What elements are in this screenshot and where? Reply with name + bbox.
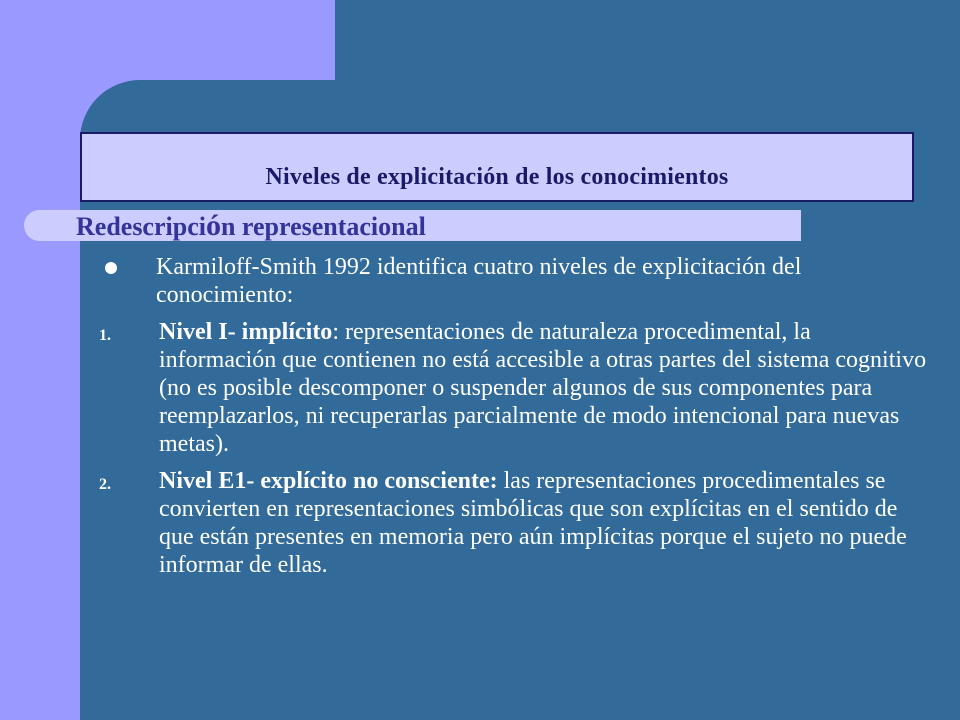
decorative-left-strip (0, 0, 80, 720)
title-box (80, 132, 914, 202)
bullet-dot-icon (105, 262, 117, 274)
item-text: las representaciones procedimentales se convierten en representaciones simbólicas que son explícitas en el sentido de que están presentes en memoria pero aún implícitas porque el sujeto no puede informar de ellas. (159, 468, 907, 578)
item-heading: Nivel I- implícito (159, 319, 333, 345)
item-heading: Nivel E1- explícito no consciente: (159, 468, 498, 494)
bullet-text: Karmiloff-Smith 1992 identifica cuatro niveles de explicitación del conocimiento: (156, 254, 802, 308)
bullet-marker (96, 253, 156, 309)
slide-subtitle (76, 210, 426, 241)
subtitle-accent: ó (205, 209, 221, 242)
bullet-item (96, 253, 931, 309)
item-text: : representaciones de naturaleza procedimental, la información que contienen no está accesible a otras partes del sistema cognitivo (no es posible descomponer o suspender algunos de sus componentes para reemplazarlos, ni recuperarlas parcialmente de modo intencional para nuevas metas). (159, 319, 927, 457)
item-number: 1. (99, 327, 111, 344)
decorative-corner-curve (80, 80, 140, 140)
numbered-item (96, 318, 931, 458)
item-number: 2. (99, 476, 111, 493)
numbered-item (96, 467, 931, 579)
item-body (159, 467, 931, 579)
slide-content (96, 253, 931, 588)
item-body (159, 318, 931, 458)
subtitle-part-2: n representacional (220, 212, 426, 241)
subtitle-part-1: Redescripci (76, 212, 206, 241)
slide-title: Niveles de explicitación de los conocimientos (265, 164, 729, 190)
